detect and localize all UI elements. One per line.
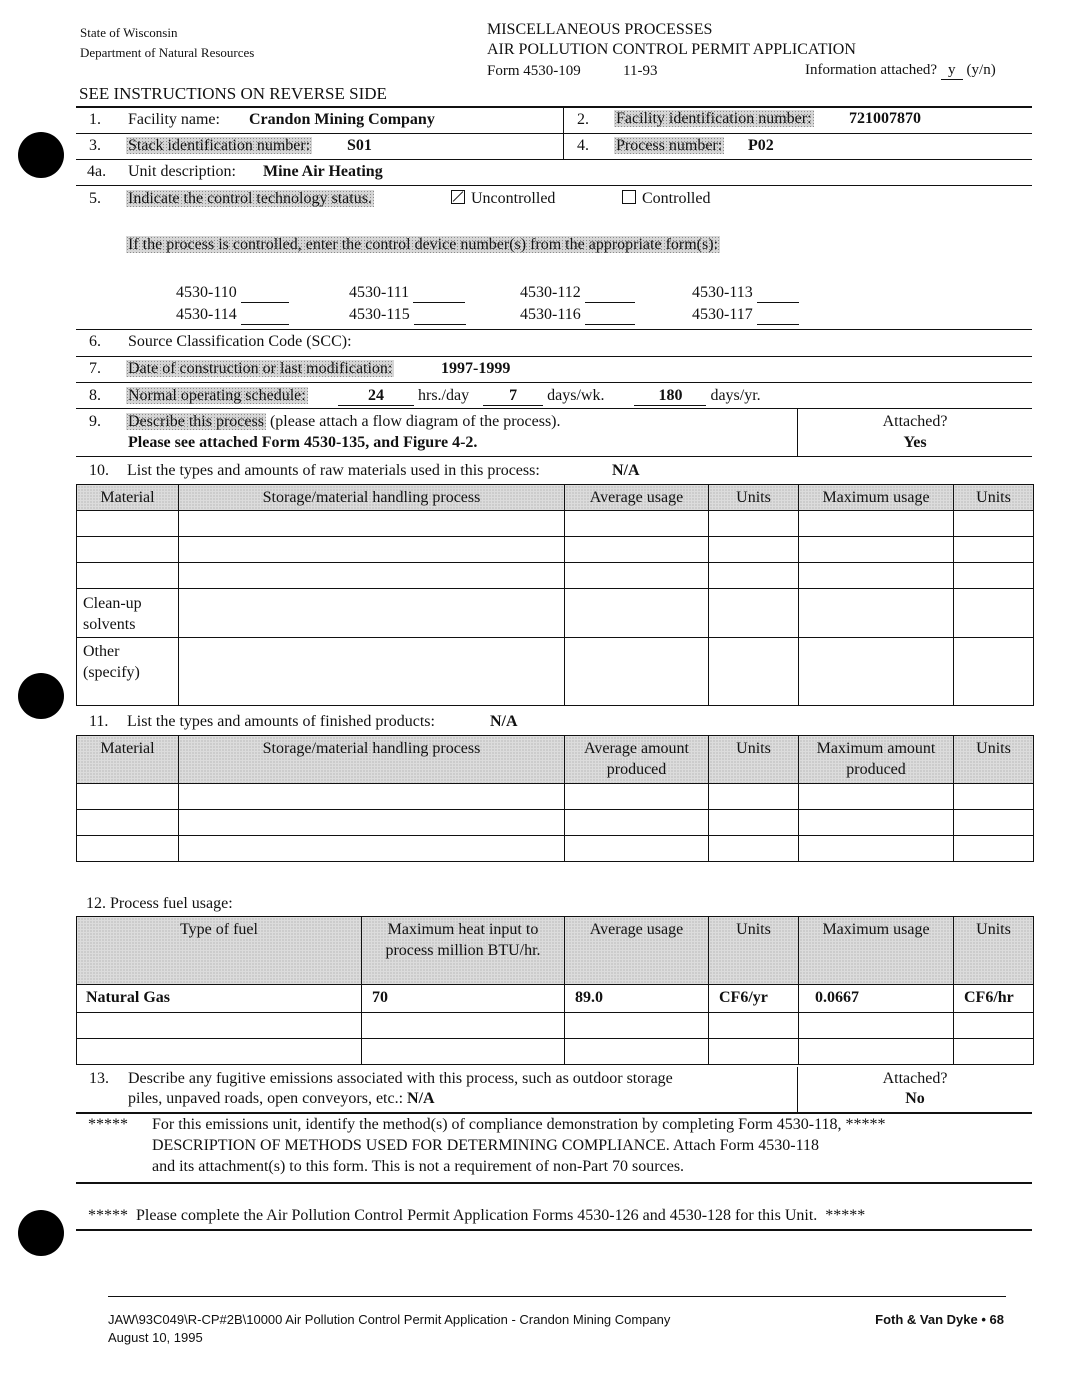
cleanup-line-2: solvents: [83, 616, 136, 633]
table-row: [77, 784, 1034, 810]
device-form-113[interactable]: [692, 284, 799, 303]
note-1-line-2: DESCRIPTION OF METHODS USED FOR DETERMINING COMPLIANCE. Attach Form 4530-118: [152, 1137, 819, 1154]
table-cell[interactable]: [709, 1039, 799, 1065]
table-cell[interactable]: [954, 638, 1034, 706]
raw-materials-value: N/A: [612, 462, 640, 479]
facility-id-value: 721007870: [849, 110, 921, 127]
table-row: [77, 985, 1034, 1013]
table-cell[interactable]: [799, 563, 954, 589]
table-cell[interactable]: [565, 638, 709, 706]
table-cell[interactable]: [77, 1039, 362, 1065]
rule: [76, 106, 1032, 108]
schedule-label: [126, 387, 308, 405]
instructions-heading: SEE INSTRUCTIONS ON REVERSE SIDE: [79, 84, 387, 103]
info-attached-label: Information attached?: [805, 62, 938, 78]
process-number-label-text: Process number:: [616, 137, 723, 154]
rule: [76, 408, 1032, 409]
raw-materials-table: [76, 484, 1034, 706]
table-cell[interactable]: [709, 537, 799, 563]
table-cell[interactable]: [709, 638, 799, 706]
fuel-usage-label: 12. Process fuel usage:: [86, 895, 233, 912]
table-row: [77, 563, 1034, 589]
unit-description-value: Mine Air Heating: [263, 163, 383, 180]
rule: [76, 356, 1032, 357]
other-line-2: (specify): [83, 664, 140, 681]
table-cell[interactable]: [954, 511, 1034, 537]
construction-date-label-text: Date of construction or last modification:: [128, 360, 393, 377]
table-cell[interactable]: [179, 563, 565, 589]
fugitive-attached-label: Attached?: [882, 1070, 948, 1087]
fuel-usage-table: [76, 916, 1034, 1065]
table-cell[interactable]: [179, 511, 565, 537]
fugitive-attached-value: No: [905, 1090, 925, 1107]
punch-hole-bottom: [18, 1210, 64, 1256]
col-header-units: Units: [709, 485, 799, 511]
footer-date: August 10, 1995: [108, 1330, 203, 1345]
form-title-2: AIR POLLUTION CONTROL PERMIT APPLICATION: [487, 41, 856, 58]
fugitive-text-2: [128, 1090, 435, 1108]
rule: [76, 456, 1032, 457]
stack-id-label-text: Stack identification number:: [128, 137, 311, 154]
fugitive-value: N/A: [407, 1090, 435, 1107]
device-form-114[interactable]: [176, 306, 289, 325]
table-cell[interactable]: [179, 638, 565, 706]
table-cell[interactable]: [179, 537, 565, 563]
describe-process-label: Describe this process: [128, 413, 264, 430]
device-form-blank[interactable]: [585, 284, 635, 303]
raw-materials-label: List the types and amounts of raw materials used in this process:: [127, 462, 540, 479]
table-cell[interactable]: [362, 1039, 565, 1065]
max-heat-input-cell[interactable]: 70: [362, 985, 565, 1013]
device-form-label: 4530-114: [176, 306, 237, 323]
rule: [76, 133, 1032, 134]
form-date: 11-93: [623, 63, 658, 79]
col-header-units: Units: [954, 485, 1034, 511]
device-form-112[interactable]: [520, 284, 635, 303]
table-cell[interactable]: [565, 537, 709, 563]
table-cell[interactable]: [709, 1013, 799, 1039]
stack-id-label: [126, 137, 312, 155]
table-row: [77, 810, 1034, 836]
table-cell[interactable]: [709, 511, 799, 537]
department-label: Department of Natural Resources: [80, 45, 255, 60]
table-cell[interactable]: [954, 589, 1034, 638]
note-2: [88, 1207, 865, 1225]
row-6-number: 6.: [89, 333, 101, 350]
fugitive-text-1: Describe any fugitive emissions associated with this process, such as outdoor storage: [128, 1070, 673, 1087]
col-header-units: Units: [954, 917, 1034, 985]
table-cell[interactable]: [77, 1013, 362, 1039]
table-cell[interactable]: [799, 537, 954, 563]
describe-process-text: (please attach a flow diagram of the process).: [269, 413, 561, 430]
maximum-units-cell[interactable]: CF6/hr: [954, 985, 1034, 1013]
footer-path: JAW\93C049\R-CP#2B\10000 Air Pollution Control Permit Application - Crandon Mining Company: [108, 1312, 671, 1327]
table-row: [77, 638, 1034, 706]
table-cell[interactable]: [709, 836, 799, 862]
table-cell[interactable]: [799, 589, 954, 638]
col-header-average-amount: Average amount produced: [565, 736, 709, 784]
table-cell[interactable]: [565, 1039, 709, 1065]
device-form-label: 4530-113: [692, 284, 753, 301]
device-form-label: 4530-116: [520, 306, 581, 323]
note-stars-left: *****: [88, 1116, 128, 1133]
col-header-units: Units: [954, 736, 1034, 784]
form-title-1: MISCELLANEOUS PROCESSES: [487, 21, 713, 38]
rule: [76, 1112, 1032, 1114]
table-cell[interactable]: [709, 589, 799, 638]
punch-hole-middle: [18, 673, 64, 719]
days-per-week: 7: [483, 387, 543, 406]
table-cell[interactable]: [954, 537, 1034, 563]
table-row: [77, 1013, 1034, 1039]
table-cell[interactable]: [77, 784, 179, 810]
table-cell[interactable]: [954, 810, 1034, 836]
info-attached: [805, 62, 996, 80]
facility-id-label-text: Facility identification number:: [616, 110, 812, 127]
device-form-label: 4530-115: [349, 306, 410, 323]
info-attached-value: y: [941, 62, 963, 80]
device-form-label: 4530-110: [176, 284, 237, 301]
table-cell[interactable]: [77, 836, 179, 862]
footer-rule: [108, 1296, 1006, 1297]
table-cell[interactable]: [179, 836, 565, 862]
row-8-number: 8.: [89, 387, 101, 404]
finished-products-table: [76, 735, 1034, 862]
col-header-storage: Storage/material handling process: [179, 736, 565, 784]
col-header-maximum-usage: Maximum usage: [799, 485, 954, 511]
table-cell[interactable]: [77, 511, 179, 537]
rule: [76, 1182, 1032, 1184]
controlled-option[interactable]: [622, 190, 710, 208]
device-form-blank[interactable]: [241, 306, 289, 325]
device-form-blank[interactable]: [241, 284, 289, 303]
device-form-label: 4530-117: [692, 306, 753, 323]
note-1-line-3: and its attachment(s) to this form. This is not a requirement of non-Part 70 sources.: [152, 1158, 685, 1175]
row-4a-number: 4a.: [87, 163, 107, 180]
table-row: [77, 836, 1034, 862]
device-form-115[interactable]: [349, 306, 466, 325]
footer-firm: Foth & Van Dyke • 68: [875, 1312, 1004, 1327]
construction-date-value: 1997-1999: [441, 360, 511, 377]
device-form-blank[interactable]: [757, 306, 799, 325]
other-specify-label: [77, 638, 179, 706]
table-cell[interactable]: [179, 784, 565, 810]
note-stars-right: *****: [845, 1116, 886, 1133]
table-cell[interactable]: [799, 1013, 954, 1039]
note-2-stars-right: *****: [825, 1207, 866, 1224]
average-units-cell[interactable]: CF6/yr: [709, 985, 799, 1013]
row-3-number: 3.: [89, 137, 101, 154]
row-5-number: 5.: [89, 190, 101, 207]
table-cell[interactable]: [709, 563, 799, 589]
uncontrolled-label: Uncontrolled: [471, 190, 556, 207]
schedule-values: [338, 387, 761, 406]
facility-name-label: Facility name:: [128, 111, 220, 128]
form-number: Form 4530-109: [487, 63, 581, 79]
col-header-units: Units: [709, 917, 799, 985]
col-header-maximum-usage: Maximum usage: [799, 917, 954, 985]
uncontrolled-checkbox[interactable]: [451, 190, 465, 204]
table-cell[interactable]: [77, 563, 179, 589]
row-1-number: 1.: [89, 111, 101, 128]
rule: [76, 1229, 1032, 1231]
table-cell[interactable]: [799, 1039, 954, 1065]
describe-process-value: Please see attached Form 4530-135, and Figure 4-2.: [128, 434, 478, 451]
device-form-blank[interactable]: [757, 284, 799, 303]
note-2-text: Please complete the Air Pollution Control Permit Application Forms 4530-126 and 4530-128 for this Unit.: [136, 1207, 818, 1224]
row-4-number: 4.: [577, 137, 589, 154]
table-cell[interactable]: [565, 1013, 709, 1039]
rule: [76, 382, 1032, 383]
device-form-label: 4530-111: [349, 284, 410, 301]
device-form-blank[interactable]: [413, 284, 465, 303]
days-per-year-unit: days/yr.: [710, 387, 761, 404]
process-attached-value: Yes: [903, 434, 927, 451]
row-7-number: 7.: [89, 360, 101, 377]
table-cell[interactable]: [179, 589, 565, 638]
describe-process: [126, 413, 561, 431]
table-cell[interactable]: [565, 589, 709, 638]
row-2-number: 2.: [577, 111, 589, 128]
table-cell[interactable]: [954, 1013, 1034, 1039]
controlled-checkbox[interactable]: [622, 190, 636, 204]
rule: [563, 106, 564, 160]
unit-description-label: Unit description:: [128, 163, 236, 180]
cleanup-line-1: Clean-up: [83, 595, 142, 612]
other-line-1: Other: [83, 643, 120, 660]
construction-date-label: [126, 360, 394, 378]
col-header-max-heat-input: Maximum heat input to process million BTU/hr.: [362, 917, 565, 985]
days-per-week-unit: days/wk.: [547, 387, 605, 404]
finished-products-label: List the types and amounts of finished products:: [127, 713, 435, 730]
row-10-number: 10.: [89, 462, 109, 479]
controlled-label: Controlled: [642, 190, 711, 207]
hours-per-day-unit: hrs./day: [418, 387, 470, 404]
col-header-storage: Storage/material handling process: [179, 485, 565, 511]
table-cell[interactable]: [565, 511, 709, 537]
uncontrolled-option[interactable]: [451, 190, 555, 208]
rule: [76, 329, 1032, 330]
rule: [76, 185, 1032, 186]
control-device-note-text: If the process is controlled, enter the control device number(s) from the appropriate form(s):: [128, 236, 719, 253]
table-cell[interactable]: [565, 784, 709, 810]
hours-per-day: 24: [338, 387, 414, 406]
table-row: [77, 589, 1034, 638]
table-cell[interactable]: [709, 810, 799, 836]
row-11-number: 11.: [89, 713, 109, 730]
punch-hole-top: [18, 132, 64, 178]
table-cell[interactable]: [954, 563, 1034, 589]
fugitive-text-2-label: piles, unpaved roads, open conveyors, etc.:: [128, 1090, 404, 1107]
table-cell[interactable]: [954, 1039, 1034, 1065]
fuel-type-cell[interactable]: Natural Gas: [77, 985, 362, 1013]
device-form-111[interactable]: [349, 284, 465, 303]
table-cell[interactable]: [799, 784, 954, 810]
col-header-maximum-amount: Maximum amount produced: [799, 736, 954, 784]
scc-label: Source Classification Code (SCC):: [128, 333, 352, 350]
state-label: State of Wisconsin: [80, 25, 178, 40]
device-form-117[interactable]: [692, 306, 799, 325]
row-9-number: 9.: [89, 413, 101, 430]
note-1-line-1-text: For this emissions unit, identify the method(s) of compliance demonstration by completing Form 4530-118,: [152, 1116, 842, 1133]
table-cell[interactable]: [954, 784, 1034, 810]
table-cell[interactable]: [799, 836, 954, 862]
row-13-number: 13.: [89, 1070, 109, 1087]
info-attached-hint: (y/n): [966, 62, 996, 78]
process-number-label: [614, 137, 724, 155]
table-cell[interactable]: [362, 1013, 565, 1039]
table-row: [77, 511, 1034, 537]
control-device-note: [126, 236, 720, 254]
control-status-label-text: Indicate the control technology status.: [128, 190, 372, 207]
table-cell[interactable]: [565, 810, 709, 836]
table-cell[interactable]: [799, 638, 954, 706]
process-attached-label: Attached?: [882, 413, 948, 430]
process-number-value: P02: [748, 137, 774, 154]
days-per-year: 180: [634, 387, 706, 406]
finished-products-value: N/A: [490, 713, 518, 730]
table-cell[interactable]: [77, 537, 179, 563]
table-cell[interactable]: [954, 836, 1034, 862]
col-header-fuel-type: Type of fuel: [77, 917, 362, 985]
note-2-stars-left: *****: [88, 1207, 128, 1224]
device-form-blank[interactable]: [414, 306, 466, 325]
col-header-average-usage: Average usage: [565, 917, 709, 985]
col-header-material: Material: [77, 485, 179, 511]
col-header-average-usage: Average usage: [565, 485, 709, 511]
cleanup-solvents-label: [77, 589, 179, 638]
col-header-units: Units: [709, 736, 799, 784]
table-cell[interactable]: [799, 511, 954, 537]
average-usage-cell[interactable]: 89.0: [565, 985, 709, 1013]
device-form-116[interactable]: [520, 306, 635, 325]
maximum-usage-cell[interactable]: 0.0667: [799, 985, 954, 1013]
control-status-label: [126, 190, 374, 208]
device-form-110[interactable]: [176, 284, 289, 303]
col-header-material: Material: [77, 736, 179, 784]
table-cell[interactable]: [179, 810, 565, 836]
table-cell[interactable]: [799, 810, 954, 836]
table-cell[interactable]: [77, 810, 179, 836]
device-form-label: 4530-112: [520, 284, 581, 301]
device-form-blank[interactable]: [585, 306, 635, 325]
note-1-line-1: [152, 1116, 886, 1134]
table-cell[interactable]: [565, 563, 709, 589]
table-cell[interactable]: [565, 836, 709, 862]
rule: [76, 159, 1032, 160]
facility-name-value: Crandon Mining Company: [249, 111, 435, 128]
facility-id-label: [614, 110, 814, 128]
stack-id-value: S01: [347, 137, 372, 154]
schedule-label-text: Normal operating schedule:: [128, 387, 306, 404]
table-row: [77, 1039, 1034, 1065]
table-row: [77, 537, 1034, 563]
table-cell[interactable]: [709, 784, 799, 810]
